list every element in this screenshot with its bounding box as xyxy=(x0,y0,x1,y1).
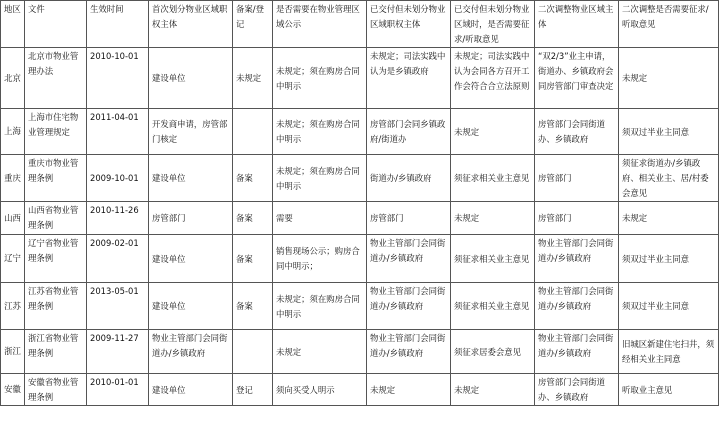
second-subject-cell: 房管部门 xyxy=(535,155,619,202)
header-cell-second-subject: 二次调整物业区域主体 xyxy=(535,1,619,48)
second-opinion-cell: 须双过半业主同意 xyxy=(619,235,719,283)
date-cell: 2013-05-01 xyxy=(87,283,149,330)
undelivered-subject-cell: 未规定 xyxy=(367,374,451,406)
table-row xyxy=(1,202,719,235)
publicity-cell: 需要 xyxy=(273,202,367,235)
second-subject-cell: 物业主管部门会同街道办/乡镇政府 xyxy=(535,283,619,330)
first-subject-cell: 开发商申请，房管部门核定 xyxy=(149,109,233,155)
date-cell: 2011-04-01 xyxy=(87,109,149,155)
publicity-cell: 未规定 xyxy=(273,330,367,374)
undelivered-opinion-cell: 未规定 xyxy=(451,109,535,155)
publicity-cell: 销售现场公示；购房合同中明示； xyxy=(273,235,367,283)
first-subject-cell: 房管部门 xyxy=(149,202,233,235)
first-subject-cell: 建设单位 xyxy=(149,283,233,330)
undelivered-opinion-cell: 未规定 xyxy=(451,202,535,235)
region-cell: 安徽 xyxy=(1,374,25,406)
file-cell: 山西省物业管理条例 xyxy=(25,202,87,235)
second-subject-cell: 物业主管部门会同街道办/乡镇政府 xyxy=(535,235,619,283)
undelivered-opinion-cell: 须征求相关业主意见 xyxy=(451,155,535,202)
region-cell: 北京 xyxy=(1,48,25,109)
date-cell: 2009-11-27 xyxy=(87,330,149,374)
undelivered-subject-cell: 房管部门 xyxy=(367,202,451,235)
undelivered-opinion-cell: 未规定 xyxy=(451,374,535,406)
file-cell: 辽宁省物业管理条例 xyxy=(25,235,87,283)
second-opinion-cell: 未规定 xyxy=(619,202,719,235)
date-cell: 2009-10-01 xyxy=(87,155,149,202)
header-cell-undelivered-opinion: 已交付但未划分物业区域时，是否需要征求/听取意见 xyxy=(451,1,535,48)
undelivered-subject-cell: 未规定；司法实践中认为是乡镇政府 xyxy=(367,48,451,109)
publicity-cell: 未规定；须在购房合同中明示 xyxy=(273,155,367,202)
header-cell-first-subject: 首次划分物业区域职权主体 xyxy=(149,1,233,48)
table-row xyxy=(1,155,719,202)
date-cell: 2010-01-01 xyxy=(87,374,149,406)
publicity-cell: 未规定；须在购房合同中明示 xyxy=(273,109,367,155)
filing-cell xyxy=(233,109,273,155)
publicity-cell: 未规定；须在购房合同中明示 xyxy=(273,48,367,109)
header-row xyxy=(1,1,719,48)
publicity-cell: 未规定；须在购房合同中明示 xyxy=(273,283,367,330)
first-subject-cell: 建设单位 xyxy=(149,48,233,109)
table-row xyxy=(1,374,719,406)
second-opinion-cell: 须征求街道办/乡镇政府、相关业主、居/村委会意见 xyxy=(619,155,719,202)
undelivered-opinion-cell: 未规定；司法实践中认为会同各方召开工作会符合合立法原则 xyxy=(451,48,535,109)
second-opinion-cell: 未规定 xyxy=(619,48,719,109)
undelivered-subject-cell: 物业主管部门会同街道办/乡镇政府 xyxy=(367,235,451,283)
filing-cell: 备案 xyxy=(233,235,273,283)
second-opinion-cell: 须双过半业主同意 xyxy=(619,283,719,330)
region-cell: 重庆 xyxy=(1,155,25,202)
filing-cell: 备案 xyxy=(233,283,273,330)
table-row xyxy=(1,235,719,283)
header-cell-undelivered-subject: 已交付但未划分物业区域职权主体 xyxy=(367,1,451,48)
publicity-cell: 须向买受人明示 xyxy=(273,374,367,406)
second-subject-cell: 房管部门会同街道办、乡镇政府 xyxy=(535,109,619,155)
file-cell: 浙江省物业管理条例 xyxy=(25,330,87,374)
first-subject-cell: 建设单位 xyxy=(149,155,233,202)
second-opinion-cell: 旧城区新建住宅扫井，须经相关业主同意 xyxy=(619,330,719,374)
table-row xyxy=(1,330,719,374)
region-cell: 浙江 xyxy=(1,330,25,374)
undelivered-opinion-cell: 须征求居委会意见 xyxy=(451,330,535,374)
region-cell: 上海 xyxy=(1,109,25,155)
second-subject-cell: 房管部门 xyxy=(535,202,619,235)
first-subject-cell: 物业主管部门会同街道办/乡镇政府 xyxy=(149,330,233,374)
header-cell-filing: 备案/登记 xyxy=(233,1,273,48)
region-cell: 辽宁 xyxy=(1,235,25,283)
date-cell: 2010-11-26 xyxy=(87,202,149,235)
table-row xyxy=(1,283,719,330)
header-cell-publicity: 是否需要在物业管理区域公示 xyxy=(273,1,367,48)
undelivered-subject-cell: 街道办/乡镇政府 xyxy=(367,155,451,202)
undelivered-subject-cell: 物业主管部门会同街道办/乡镇政府 xyxy=(367,330,451,374)
second-opinion-cell: 听取业主意见 xyxy=(619,374,719,406)
filing-cell: 登记 xyxy=(233,374,273,406)
file-cell: 江苏省物业管理条例 xyxy=(25,283,87,330)
second-subject-cell: “双2/3”业主申请，街道办、乡镇政府会同房管部门审查决定 xyxy=(535,48,619,109)
file-cell: 上海市住宅物业管理规定 xyxy=(25,109,87,155)
header-cell-file: 文件 xyxy=(25,1,87,48)
filing-cell xyxy=(233,330,273,374)
header-cell-region: 地区 xyxy=(1,1,25,48)
header-cell-date: 生效时间 xyxy=(87,1,149,48)
second-subject-cell: 房管部门会同街道办、乡镇政府 xyxy=(535,374,619,406)
second-subject-cell: 物业主管部门会同街道办/乡镇政府 xyxy=(535,330,619,374)
file-cell: 重庆市物业管理条例 xyxy=(25,155,87,202)
undelivered-opinion-cell: 须征求相关业主意见 xyxy=(451,235,535,283)
region-cell: 山西 xyxy=(1,202,25,235)
file-cell: 安徽省物业管理条例 xyxy=(25,374,87,406)
filing-cell: 未规定 xyxy=(233,48,273,109)
first-subject-cell: 建设单位 xyxy=(149,374,233,406)
undelivered-subject-cell: 房管部门会同乡镇政府/街道办 xyxy=(367,109,451,155)
undelivered-opinion-cell: 须征求相关业主意见 xyxy=(451,283,535,330)
filing-cell: 备案 xyxy=(233,202,273,235)
table-row xyxy=(1,48,719,109)
date-cell: 2010-10-01 xyxy=(87,48,149,109)
filing-cell: 备案 xyxy=(233,155,273,202)
first-subject-cell: 建设单位 xyxy=(149,235,233,283)
date-cell: 2009-02-01 xyxy=(87,235,149,283)
second-opinion-cell: 须双过半业主同意 xyxy=(619,109,719,155)
region-cell: 江苏 xyxy=(1,283,25,330)
undelivered-subject-cell: 物业主管部门会同街道办/乡镇政府 xyxy=(367,283,451,330)
file-cell: 北京市物业管理办法 xyxy=(25,48,87,109)
table-row xyxy=(1,109,719,155)
header-cell-second-opinion: 二次调整是否需要征求/听取意见 xyxy=(619,1,719,48)
